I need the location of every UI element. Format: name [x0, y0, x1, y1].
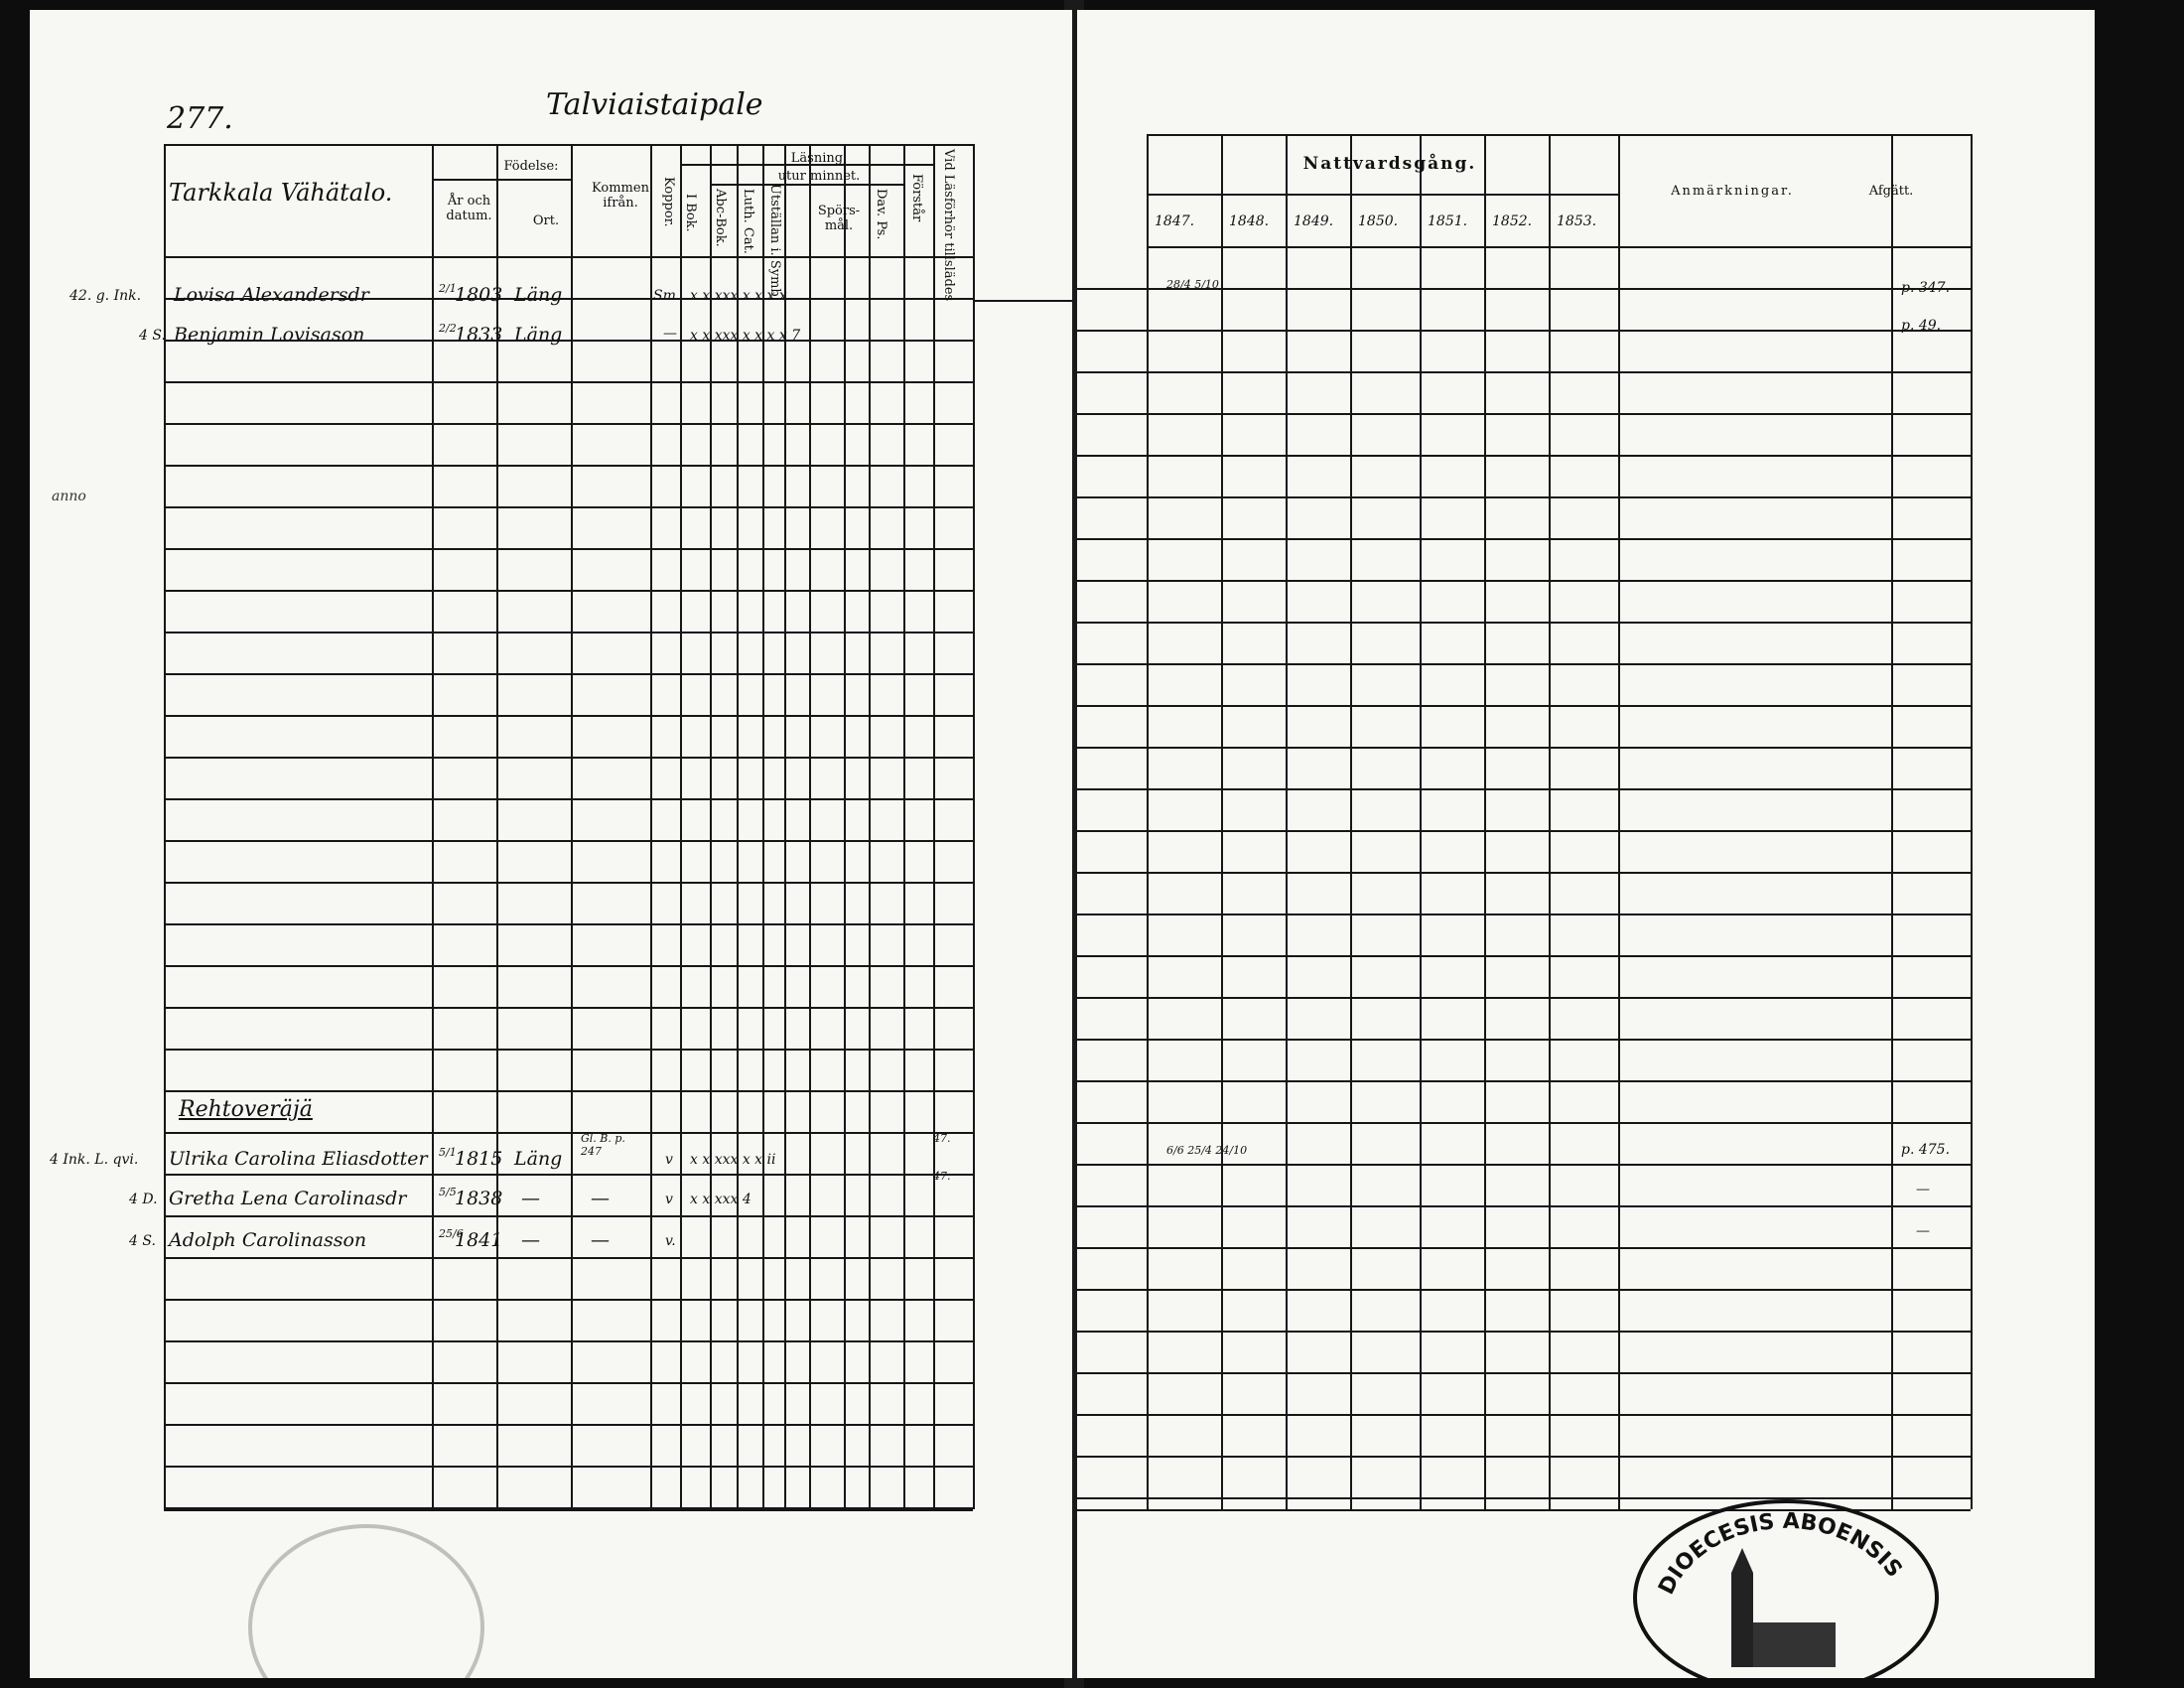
row-rule: [164, 632, 973, 633]
afgatt-entry-2: p. 49.: [1901, 318, 1942, 334]
row-rule: [164, 1466, 973, 1468]
row-rule: [1077, 1122, 1971, 1124]
row-rule: [164, 1257, 973, 1259]
header-sporsmal: Spörs- mål.: [817, 204, 861, 233]
column-rule: [1286, 134, 1288, 1509]
row-rule: [1077, 1289, 1971, 1291]
svg-text:DIOECESIS ABOENSIS: [1654, 1509, 1906, 1599]
row-rule: [164, 1174, 973, 1176]
column-rule: [903, 144, 905, 1509]
year-label: 1849.: [1294, 213, 1334, 229]
row-rule: [1077, 1247, 1971, 1249]
row-rule: [1077, 997, 1971, 999]
row-rule: [164, 1090, 973, 1092]
row-born-day-1: 2/1: [439, 282, 457, 295]
row2-note-2: 4 D.: [129, 1192, 158, 1207]
fodelse-subrule: [432, 179, 571, 181]
row2-place-3: —: [521, 1229, 540, 1251]
year-label: 1851.: [1428, 213, 1468, 229]
row-rule: [1077, 1456, 1971, 1458]
column-rule: [650, 144, 652, 1509]
row-born-2: 1833: [455, 324, 503, 346]
column-rule: [164, 144, 166, 1509]
column-rule: [1549, 134, 1551, 1509]
column-rule: [432, 144, 434, 1509]
column-rule: [1147, 134, 1149, 1509]
row-rule: [1077, 580, 1971, 582]
header-anmarkningar: Anmärkningar.: [1671, 184, 1794, 199]
row2-name-3: Adolph Carolinasson: [169, 1229, 367, 1251]
row-note-1: 42. g. Ink.: [69, 288, 142, 304]
column-rule: [762, 144, 764, 1509]
row2-born-3: 1841: [455, 1229, 503, 1251]
row-rule: [1077, 1331, 1971, 1333]
afgatt-entry-row2-1: p. 475.: [1901, 1142, 1951, 1158]
row-rule: [1077, 330, 1971, 332]
row-rule: [1077, 1039, 1971, 1041]
afgatt-entry-row2-2: —: [1916, 1182, 1930, 1197]
afgatt-entry-row2-3: —: [1916, 1223, 1930, 1239]
row-rule: [164, 1424, 973, 1426]
row-rule: [164, 1049, 973, 1051]
row-rule: [1077, 914, 1971, 915]
header-utur-minnet: utur minnet.: [777, 169, 861, 184]
header-luth-cat: Luth. Cat.: [741, 189, 755, 254]
year-label: 1852.: [1492, 213, 1533, 229]
row2-born-day-2: 5/5: [439, 1186, 457, 1198]
row-rule: [1077, 788, 1971, 790]
row-name-2: Benjamin Lovisason: [174, 324, 365, 346]
row-rule: [164, 673, 973, 675]
column-rule: [1971, 134, 1973, 1509]
row-rule: [164, 1340, 973, 1342]
header-bottom-rule: [1147, 246, 1971, 248]
table-top-rule: [1147, 134, 1971, 136]
row-rule: [1077, 1080, 1971, 1082]
register-table-left: [30, 10, 1072, 1678]
row2-koppor-3: v.: [665, 1233, 676, 1249]
row-rule: [1077, 413, 1971, 415]
column-rule: [737, 144, 739, 1509]
header-forstar: Förstår: [909, 174, 924, 222]
row-rule: [164, 590, 973, 592]
column-rule: [571, 144, 573, 1509]
house-name: Tarkkala Vähätalo.: [169, 179, 393, 207]
row-rule: [1077, 371, 1971, 373]
row-rule: [164, 381, 973, 383]
right-page: [1077, 10, 2095, 1678]
header-bottom-rule: [164, 256, 973, 258]
column-rule: [710, 144, 712, 1509]
page-number: 277.: [167, 101, 233, 136]
header-i-bok: I Bok.: [683, 194, 698, 232]
column-rule: [784, 144, 786, 1509]
utur-minnet-subrule: [710, 184, 903, 186]
nattvard-subrule: [1147, 194, 1618, 196]
header-kommen: Kommen ifrån.: [592, 181, 649, 211]
row2-koppor-1: v: [665, 1152, 673, 1168]
header-ort: Ort.: [532, 213, 560, 228]
row-rule: [1077, 496, 1971, 498]
row2-kommen-2: —: [591, 1188, 610, 1209]
year-label: 1848.: [1229, 213, 1270, 229]
header-koppor: Koppor.: [661, 177, 676, 227]
row2-lasforhor-2: 47.: [933, 1170, 951, 1183]
row-rule: [164, 423, 973, 425]
row2-name-2: Gretha Lena Carolinasdr: [169, 1188, 407, 1209]
row-koppor-2: —: [663, 326, 677, 342]
year-label: 1853.: [1557, 213, 1597, 229]
row-rule: [1077, 622, 1971, 624]
village-title: Talviaistaipale: [546, 87, 763, 122]
row-rule: [1077, 455, 1971, 457]
year-label: 1847.: [1155, 213, 1195, 229]
stamp-text: DIOECESIS ABOENSIS: [1654, 1508, 1907, 1599]
row-rule: [164, 1007, 973, 1009]
row-rule: [1077, 830, 1971, 832]
row2-place-2: —: [521, 1188, 540, 1209]
row-rule: [164, 882, 973, 884]
row2-kommen-1: Gl. B. p. 247: [581, 1132, 625, 1158]
row2-born-2: 1838: [455, 1188, 503, 1209]
row-born-day-2: 2/2: [439, 322, 457, 335]
row2-koppor-2: v: [665, 1192, 673, 1207]
row-rule: [1077, 1205, 1971, 1207]
row2-lasforhor-1: 47.: [933, 1132, 951, 1145]
row-place-2: Läng: [514, 324, 563, 346]
row-name-1: Lovisa Alexandersdr: [174, 284, 369, 306]
row2-name-1: Ulrika Carolina Eliasdotter: [169, 1148, 428, 1170]
section-title: Rehtoveräjä: [179, 1097, 313, 1122]
row-note-2: 4 S.: [139, 328, 166, 344]
row-rule: [1077, 747, 1971, 749]
column-rule: [809, 144, 811, 1509]
extension-rule: [973, 300, 1072, 302]
header-dav-ps: Dav. Ps.: [874, 189, 888, 240]
column-rule: [844, 144, 846, 1509]
nattvard-entry-1: 28/4 5/10: [1166, 278, 1219, 291]
register-table-right: [1077, 10, 2095, 1678]
afgatt-entry-1: p. 347.: [1901, 280, 1951, 296]
row2-born-day-3: 25/6: [439, 1227, 464, 1240]
column-rule: [1221, 134, 1223, 1509]
row-rule: [1077, 663, 1971, 665]
row-rule: [164, 548, 973, 550]
table-bottom-rule: [164, 1509, 973, 1511]
header-lasning: Läsning,: [790, 151, 848, 166]
nattvard-entry-row2-1: 6/6 25/4 24/10: [1166, 1144, 1248, 1157]
column-rule: [1420, 134, 1422, 1509]
header-fodelse: Födelse:: [503, 159, 559, 174]
row-rule: [1077, 872, 1971, 874]
row-rule: [164, 1132, 973, 1134]
row-rule: [164, 1299, 973, 1301]
row-rule: [164, 715, 973, 717]
row-rule: [164, 506, 973, 508]
row-rule: [164, 798, 973, 800]
column-rule: [1618, 134, 1620, 1509]
table-top-rule: [164, 144, 973, 146]
row-rule: [1077, 1414, 1971, 1416]
year-label: 1850.: [1358, 213, 1399, 229]
row-rule: [1077, 705, 1971, 707]
row-marks-1: x x xxx x x x x: [690, 288, 787, 304]
row-rule: [1077, 538, 1971, 540]
header-vid-lasforhor: Vid Läsförhör tillslädes: [941, 149, 956, 302]
header-afgatt: Afgätt.: [1868, 184, 1914, 199]
row2-marks-1: x x xxx x x ii: [690, 1152, 776, 1168]
column-rule: [973, 144, 975, 1509]
row2-place-1: Läng: [514, 1148, 563, 1170]
row-rule: [1077, 1164, 1971, 1166]
row-marks-2: x x xxx x x x x 7: [690, 328, 801, 344]
row-rule: [1077, 1497, 1971, 1499]
row-place-1: Läng: [514, 284, 563, 306]
column-rule: [680, 144, 682, 1509]
column-rule: [933, 144, 935, 1509]
column-rule: [1350, 134, 1352, 1509]
row2-note-3: 4 S.: [129, 1233, 156, 1249]
row-rule: [1077, 1372, 1971, 1374]
header-ar-och-datum: År och datum.: [446, 194, 492, 223]
row-born-1: 1803: [455, 284, 503, 306]
row-rule: [164, 965, 973, 967]
header-abc-bok: Abc-Bok.: [713, 189, 728, 247]
row-rule: [164, 757, 973, 759]
row2-marks-2: x x xxx 4: [690, 1192, 751, 1207]
row-rule: [1077, 955, 1971, 957]
margin-note: anno: [52, 489, 86, 504]
diocese-stamp: [1633, 1499, 1939, 1678]
row2-note-1: 4 Ink. L. qvi.: [50, 1152, 139, 1168]
stamp-church-icon: [1637, 1503, 1935, 1678]
row-rule: [164, 1215, 973, 1217]
row-rule: [164, 465, 973, 467]
row-koppor-1: Sm.: [653, 288, 681, 304]
column-rule: [496, 144, 498, 1509]
row2-born-day-1: 5/1: [439, 1146, 457, 1159]
row-rule: [164, 1382, 973, 1384]
column-rule: [1484, 134, 1486, 1509]
row2-born-1: 1815: [455, 1148, 503, 1170]
column-rule: [869, 144, 871, 1509]
column-rule: [1891, 134, 1893, 1509]
header-utstallan: Utställan i. Symb.: [767, 184, 782, 301]
row-rule: [164, 840, 973, 842]
row-rule: [164, 923, 973, 925]
left-page: [30, 10, 1072, 1678]
nattvard-title: Nattvardsgång.: [1302, 154, 1477, 174]
row2-kommen-3: —: [591, 1229, 610, 1251]
